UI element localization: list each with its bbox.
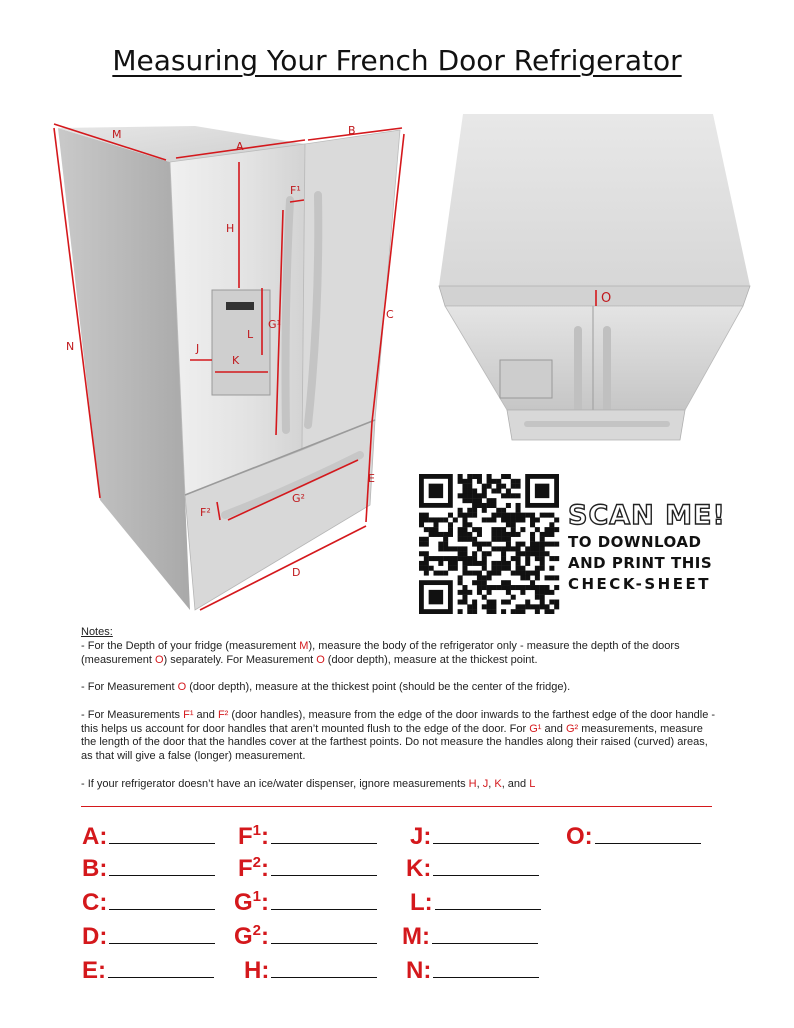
scan-me-callout — [568, 500, 728, 595]
label-n: N — [66, 340, 75, 353]
answer-m[interactable]: M: — [402, 922, 538, 952]
answer-g2[interactable]: $G^2$: — [234, 922, 377, 952]
label-h: H — [226, 222, 235, 235]
note-handles: - For Measurements F¹ and F² (door handles), measure from the edge of the door inwards to the farthest edge of the door handle - this helps us account for door handles that aren’t mounted flush to the edge of the door. For G¹ and G² measurements, measure the length of the door that the handles cover at the farthest points. Do not measure the handles along their raised (curved) areas, as that will give a false (longer) measurement. — [81, 708, 716, 763]
note-door-depth: - For Measurement O (door depth), measure at the thickest point (should be the center of the fridge). — [81, 681, 571, 694]
answer-b[interactable]: B: — [82, 854, 215, 884]
answer-f1[interactable]: $F^1$: — [238, 822, 377, 852]
answer-o[interactable]: O: — [566, 822, 701, 852]
answer-c[interactable]: C: — [82, 888, 215, 918]
scan-and-print: AND PRINT THIS — [568, 554, 713, 572]
fridge-body — [58, 126, 400, 610]
note-dispenser: - If your refrigerator doesn’t have an ice/water dispenser, ignore measurements H, J, K, and L — [81, 777, 536, 790]
label-g1: G¹ — [268, 318, 281, 331]
answer-f2[interactable]: $F^2$: — [238, 854, 377, 884]
note-depth: - For the Depth of your fridge (measurement M), measure the body of the refrigerator only - measure the depth of the doors (measurement O) separately. For Measurement O (door depth), measure at the thickest point. — [81, 639, 680, 666]
label-j: J — [196, 342, 200, 355]
answer-n[interactable]: N: — [406, 956, 539, 986]
label-l: L — [247, 328, 254, 341]
label-m: M — [112, 128, 122, 141]
notes-section — [81, 626, 721, 792]
scan-to-download: TO DOWNLOAD — [568, 533, 702, 551]
divider — [81, 806, 712, 807]
notes-heading: Notes: — [81, 626, 113, 638]
answer-j[interactable]: J: — [410, 822, 539, 852]
label-o: O — [601, 291, 612, 306]
label-d: D — [292, 566, 301, 579]
answer-g1[interactable]: $G^1$: — [234, 888, 377, 918]
qr-code — [416, 474, 563, 614]
label-a: A — [236, 140, 244, 153]
label-e: E — [368, 472, 375, 485]
answer-d[interactable]: D: — [82, 922, 215, 952]
fridge-top-body — [439, 114, 750, 440]
answer-h[interactable]: H: — [244, 956, 377, 986]
answer-k[interactable]: K: — [406, 854, 539, 884]
fridge-diagram-top — [435, 110, 765, 450]
label-g2: G² — [292, 492, 305, 505]
answer-a[interactable]: A: — [82, 822, 215, 852]
answer-e[interactable]: E: — [82, 956, 214, 986]
fridge-diagram-front — [40, 110, 460, 620]
scan-me-text: SCAN ME! — [568, 500, 726, 531]
page-title: Measuring Your French Door Refrigerator — [112, 44, 682, 77]
label-k: K — [232, 354, 240, 367]
scan-check-sheet: CHECK-SHEET — [568, 575, 711, 593]
label-f1: F¹ — [290, 184, 301, 197]
label-b: B — [348, 124, 356, 137]
label-c: C — [386, 308, 394, 321]
answer-l[interactable]: L: — [410, 888, 541, 918]
label-f2: F² — [200, 506, 211, 519]
